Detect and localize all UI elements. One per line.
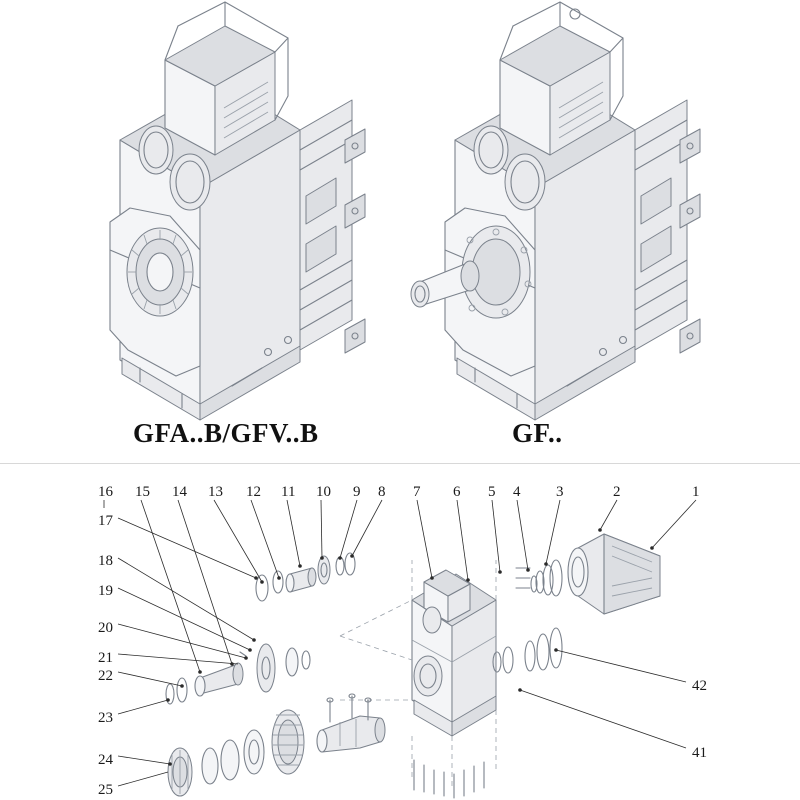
callout-number-11: 11 — [281, 484, 296, 500]
callout-number-19: 19 — [98, 583, 113, 599]
callout-number-21: 21 — [98, 650, 113, 666]
callout-number-42: 42 — [692, 678, 707, 694]
callout-number-8: 8 — [378, 484, 386, 500]
callout-number-25: 25 — [98, 782, 113, 798]
callout-number-14: 14 — [172, 484, 187, 500]
callout-number-4: 4 — [513, 484, 521, 500]
callout-number-17: 17 — [98, 513, 113, 529]
caption-gfab-gfvb: GFA..B/GFV..B — [133, 418, 319, 448]
callout-number-15: 15 — [135, 484, 150, 500]
callout-number-41: 41 — [692, 745, 707, 761]
gear-unit-right-view — [411, 2, 700, 420]
exploded-fasteners — [414, 760, 484, 798]
callout-leaders-right — [520, 650, 686, 748]
section-divider — [0, 463, 800, 464]
callout-number-1: 1 — [692, 484, 700, 500]
callout-number-16: 16 — [98, 484, 113, 500]
callout-number-9: 9 — [353, 484, 361, 500]
callout-number-3: 3 — [556, 484, 564, 500]
caption-gf: GF.. — [512, 418, 563, 448]
callout-number-6: 6 — [453, 484, 461, 500]
gear-unit-left-view — [110, 2, 365, 420]
callout-number-7: 7 — [413, 484, 421, 500]
callout-number-18: 18 — [98, 553, 113, 569]
callout-number-20: 20 — [98, 620, 113, 636]
callout-number-10: 10 — [316, 484, 331, 500]
exploded-gear-lower — [168, 710, 385, 796]
exploded-shaft-middle — [166, 644, 310, 704]
exploded-motor-adapter — [493, 534, 660, 673]
exploded-shaft-upper — [256, 553, 355, 601]
callout-number-2: 2 — [613, 484, 621, 500]
exploded-housing — [340, 560, 496, 736]
callout-number-23: 23 — [98, 710, 113, 726]
callout-number-12: 12 — [246, 484, 261, 500]
callout-number-22: 22 — [98, 668, 113, 684]
exploded-assembly-view — [104, 500, 696, 798]
callout-number-24: 24 — [98, 752, 113, 768]
callout-number-5: 5 — [488, 484, 496, 500]
callout-number-13: 13 — [208, 484, 223, 500]
